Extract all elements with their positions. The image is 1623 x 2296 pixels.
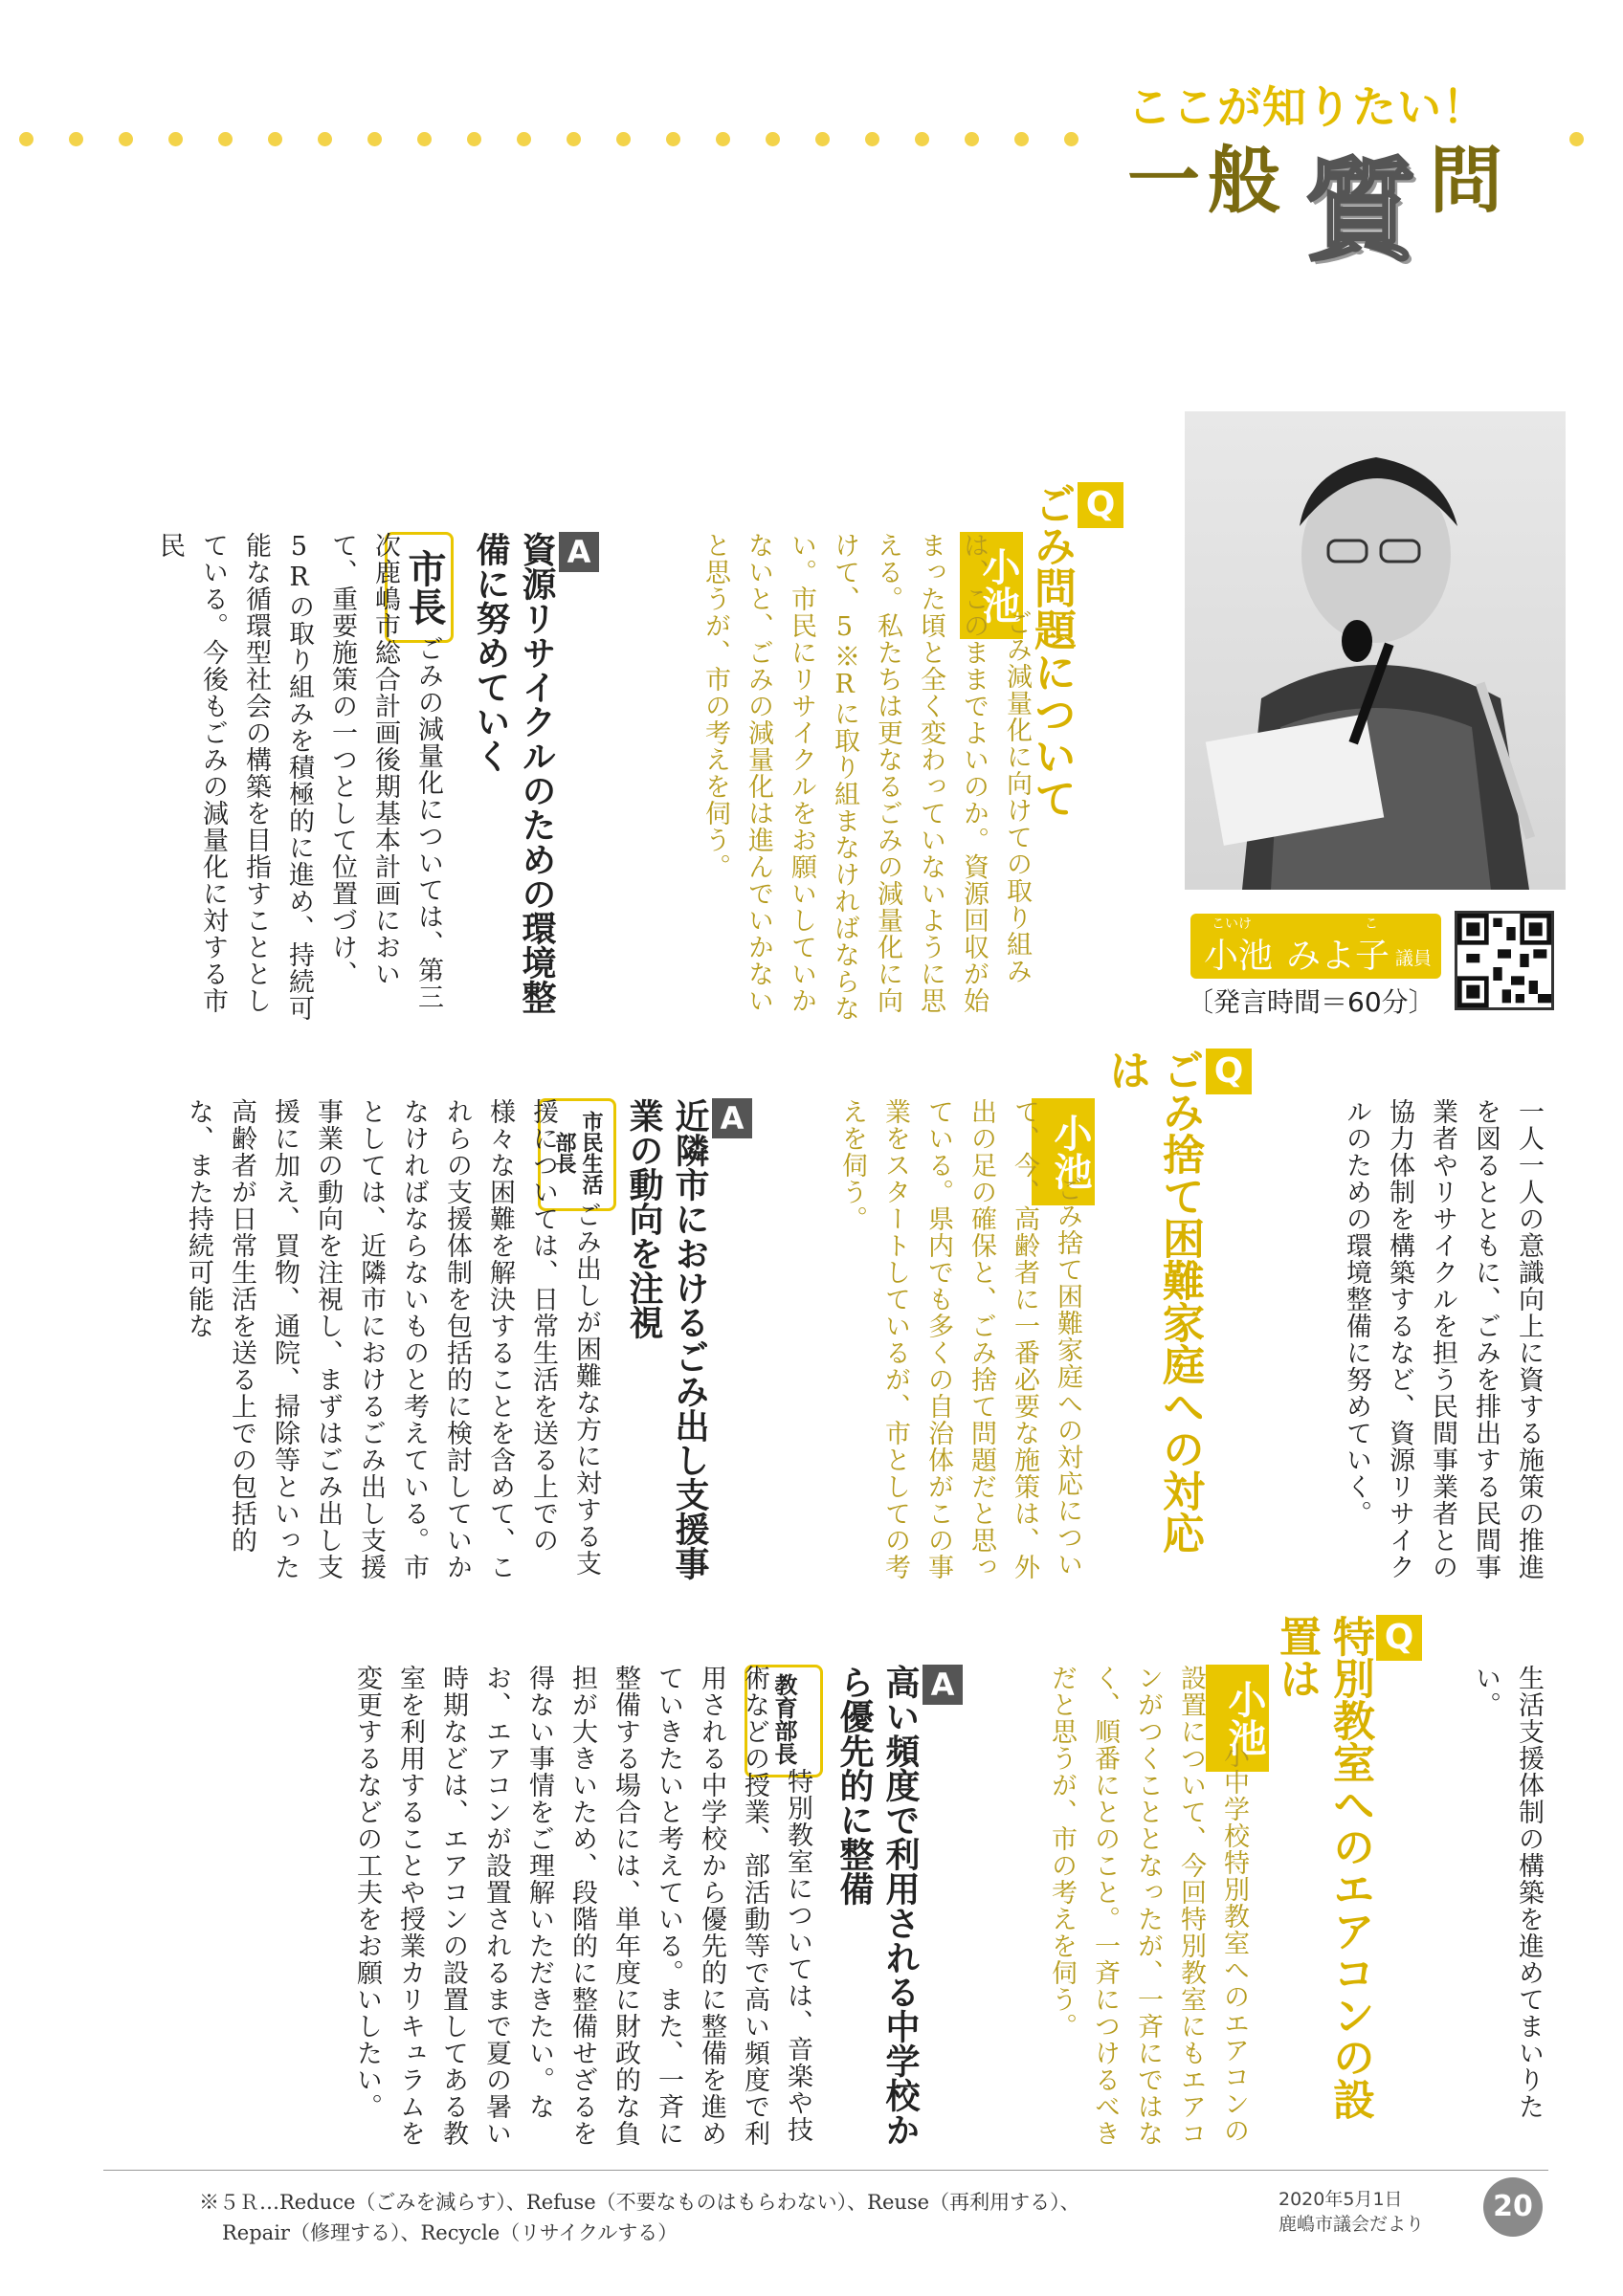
header-title-char-large: 質 [1305,147,1416,276]
footnote-line-1: ※５Ｒ…Reduce（ごみを減らす）、Refuse（不要なものはもらわない）、Reuse（再利用する）、 [199,2191,1080,2214]
topic3-answer-heading [834,1665,963,2162]
topic1-answer-text-continued: 一人一人の意識向上に資する施策の推進を図るとともに、ごみを排出する民間事業者やリサイクルを担う民間事業者との協力体制を構築するなど、資源リサイクルのための環境整備に努めていく。 [1342,1098,1544,1580]
topic2-answer-text-continued: 生活支援体制の構築を進めてまいりたい。 [1471,1665,1544,2120]
speech-time: 〔発言時間＝60分〕 [1187,986,1435,1018]
page-number: 20 [1483,2177,1543,2237]
speaker-questioner-label: 小池 [960,532,1023,639]
footer-date: 2020年5月1日 [1278,2189,1403,2210]
question-badge: Q [1078,482,1123,528]
topic3-answer-title: 高い頻度で利用される中学校から優先的に整備 [834,1665,920,2147]
member-name-ruby: こ [1365,916,1378,932]
member-name-ruby: こいけ [1212,916,1252,932]
member-name-given: みよ子 [1286,937,1390,976]
member-portrait-photo [1185,411,1566,890]
topic1-answer-title: 資源リサイクルのための環境整備に努めていく [471,532,556,1014]
portrait-illustration [1185,411,1566,890]
topic1-answer-heading [471,532,599,1029]
footer-publication: 鹿嶋市議会だより [1278,2214,1425,2235]
topic2-answer-heading [624,1098,752,1596]
speaker-questioner-label: 小池 [1032,1098,1095,1205]
answer-badge: A [923,1665,963,1705]
topic3-question-heading [1272,1615,1422,2151]
topic2-question-title: ごみ捨て困難家庭への対応は [1101,1049,1204,1554]
topic1-question-text: ごみ減量化に向けての取り組みは、このままでよいのか。資源回収が始まった頃と全く変わっていないように思える。私たちは更なるごみの減量化に向けて、5※Rに取り組まなければならない。市民にリサイクルをお願いしていかないと、ごみの減量化は進んでいかないと思うが、市の考えを伺う。 [700,532,1032,1022]
question-badge: Q [1376,1615,1422,1661]
footnote-line-2: Repair（修理する）、Recycle（リサイクルする） [222,2221,678,2244]
question-badge: Q [1206,1049,1252,1094]
topic1-question-heading [1027,482,1123,865]
header-title-char: 般 [1208,138,1280,223]
topic2-question-heading [1101,1049,1252,1584]
speaker-mayor-label: 市長 [385,532,454,643]
speaker-education-dept-head-text: 教育部長 [770,1673,797,1765]
header-kicker: ここが知りたい！ [1127,81,1487,133]
footer-divider [103,2170,1548,2171]
member-title-suffix: 議員 [1395,948,1433,969]
topic3-question-title: 特別教室へのエアコンの設置は [1272,1615,1374,2120]
speaker-questioner-label: 小池 [1206,1665,1269,1772]
topic2-question-text: ごみ捨て困難家庭への対応について、今、高齢者に一番必要な施策は、外出の足の確保と、ごみ捨て問題だと思っている。県内でも多くの自治体がこの事業をスタートしているが、市としての考えを伺う。 [837,1098,1082,1580]
topic2-answer-title: 近隣市におけるごみ出し支援事業の動向を注視 [624,1098,709,1580]
header-title-char: 一 [1127,138,1200,223]
answer-badge: A [559,532,599,572]
header-title-char: 問 [1430,138,1502,223]
speaker-citizens-dept-head-text: 市民生活部長 [552,1111,603,1195]
member-nameplate [1190,914,1441,979]
topic3-question-text: 小中学校特別教室へのエアコンの設置について、今回特別教室にもエアコンがつくこととなったが、一斉にではなく、順番にとのこと。一斉につけるべきだと思うが、市の考えを伺う。 [1047,1665,1249,2147]
qr-code[interactable] [1455,911,1554,1010]
member-name-family: 小池 [1204,937,1274,976]
qr-code-icon [1457,914,1551,1007]
header-title [1127,122,1529,276]
topic3-answer-text: 特別教室については、音楽や技術などの授業、部活動等で高い頻度で利用される中学校から優先的に整備を進めていきたいと考えている。また、一斉に整備する場合には、単年度に財政的な負担が大きいため、段階的に整備せざるを得ない事情をご理解いただきたい。なお、エアコンが設置されるまで夏の暑い時期などは、エアコンの設置してある教室を利用することや授業カリキュラムを変更するなどの工夫をお願いしたい。 [352,1665,812,2147]
topic2-answer-text: ごみ出しが困難な方に対する支援については、日常生活を送る上での様々な困難を解決することを含めて、これらの支援体制を包括的に検討していかなければならないものと考えている。市としては、近隣市におけるごみ出し支援事業の動向を注視し、まずはごみ出し支援に加え、買物、通院、掃除等といった高齢者が日常生活を送る上での包括的な、また持続可能な [184,1098,601,1580]
answer-badge: A [712,1098,752,1138]
topic1-question-title: ごみ問題について [1027,482,1076,819]
topic1-answer-text: ごみの減量化については、第三次鹿嶋市総合計画後期基本計画において、重要施策の一つとして位置づけ、5Rの取り組みを積極的に進め、持続可能な循環型社会の構築を目指すこととしている。今後もごみの減量化に対する市民 [155,532,443,1022]
